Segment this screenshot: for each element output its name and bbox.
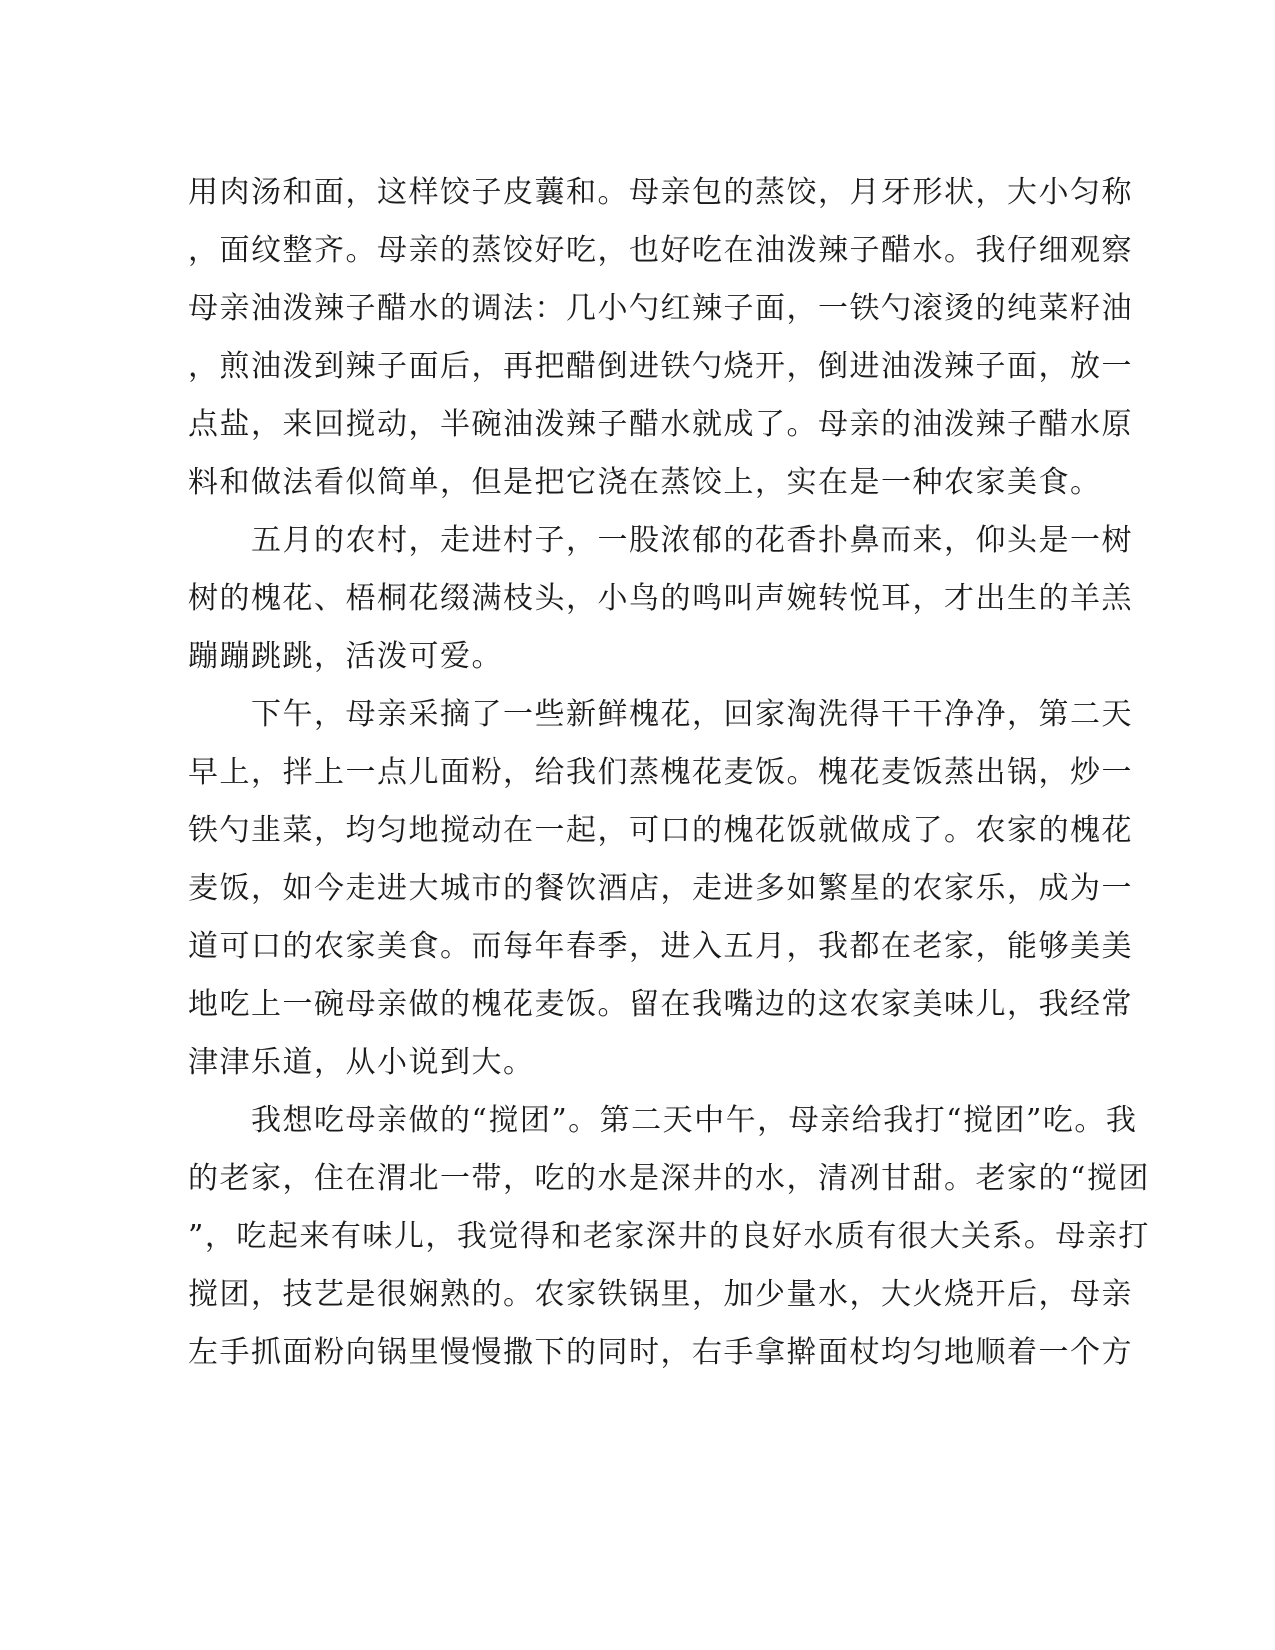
- text-line: 母亲油泼辣子醋水的调法：几小勺红辣子面，一铁勺滚烫的纯菜籽油: [188, 291, 1133, 326]
- text-line: 下午，母亲采摘了一些新鲜槐花，回家淘洗得干干净净，第二天: [188, 697, 1133, 732]
- text-line: 我想吃母亲做的“搅团”。第二天中午，母亲给我打“搅团”吃。我: [188, 1103, 1138, 1138]
- text-line: 用肉汤和面，这样饺子皮蘘和。母亲包的蒸饺，月牙形状，大小匀称: [188, 175, 1133, 210]
- text-line: 点盐，来回搅动，半碗油泼辣子醋水就成了。母亲的油泼辣子醋水原: [188, 407, 1133, 442]
- text-line: 麦饭，如今走进大城市的餐饮酒店，走进多如繁星的农家乐，成为一: [188, 871, 1133, 906]
- text-line: 的老家，住在渭北一带，吃的水是深井的水，清冽甘甜。老家的“搅团: [188, 1161, 1150, 1196]
- text-line: 地吃上一碗母亲做的槐花麦饭。留在我嘴边的这农家美味儿，我经常: [188, 987, 1133, 1022]
- body-text: [188, 164, 1150, 1382]
- text-line: 蹦蹦跳跳，活泼可爱。: [188, 639, 503, 674]
- text-line: 料和做法看似简单，但是把它浇在蒸饺上，实在是一种农家美食。: [188, 465, 1102, 500]
- text-line: ，面纹整齐。母亲的蒸饺好吃，也好吃在油泼辣子醋水。我仔细观察: [188, 233, 1133, 268]
- text-line: 树的槐花、梧桐花缀满枝头，小鸟的鸣叫声婉转悦耳，才出生的羊羔: [188, 581, 1133, 616]
- text-line: ，煎油泼到辣子面后，再把醋倒进铁勺烧开，倒进油泼辣子面，放一: [188, 349, 1133, 384]
- text-line: 左手抓面粉向锅里慢慢撒下的同时，右手拿擀面杖均匀地顺着一个方: [188, 1335, 1133, 1370]
- text-line: 津津乐道，从小说到大。: [188, 1045, 535, 1080]
- text-line: ”，吃起来有味儿，我觉得和老家深井的良好水质有很大关系。母亲打: [188, 1219, 1150, 1254]
- text-line: 早上，拌上一点儿面粉，给我们蒸槐花麦饭。槐花麦饭蒸出锅，炒一: [188, 755, 1133, 790]
- text-line: 铁勺韭菜，均匀地搅动在一起，可口的槐花饭就做成了。农家的槐花: [188, 813, 1133, 848]
- text-line: 搅团，技艺是很娴熟的。农家铁锅里，加少量水，大火烧开后，母亲: [188, 1277, 1133, 1312]
- text-line: 五月的农村，走进村子，一股浓郁的花香扑鼻而来，仰头是一树: [188, 523, 1133, 558]
- text-line: 道可口的农家美食。而每年春季，进入五月，我都在老家，能够美美: [188, 929, 1133, 964]
